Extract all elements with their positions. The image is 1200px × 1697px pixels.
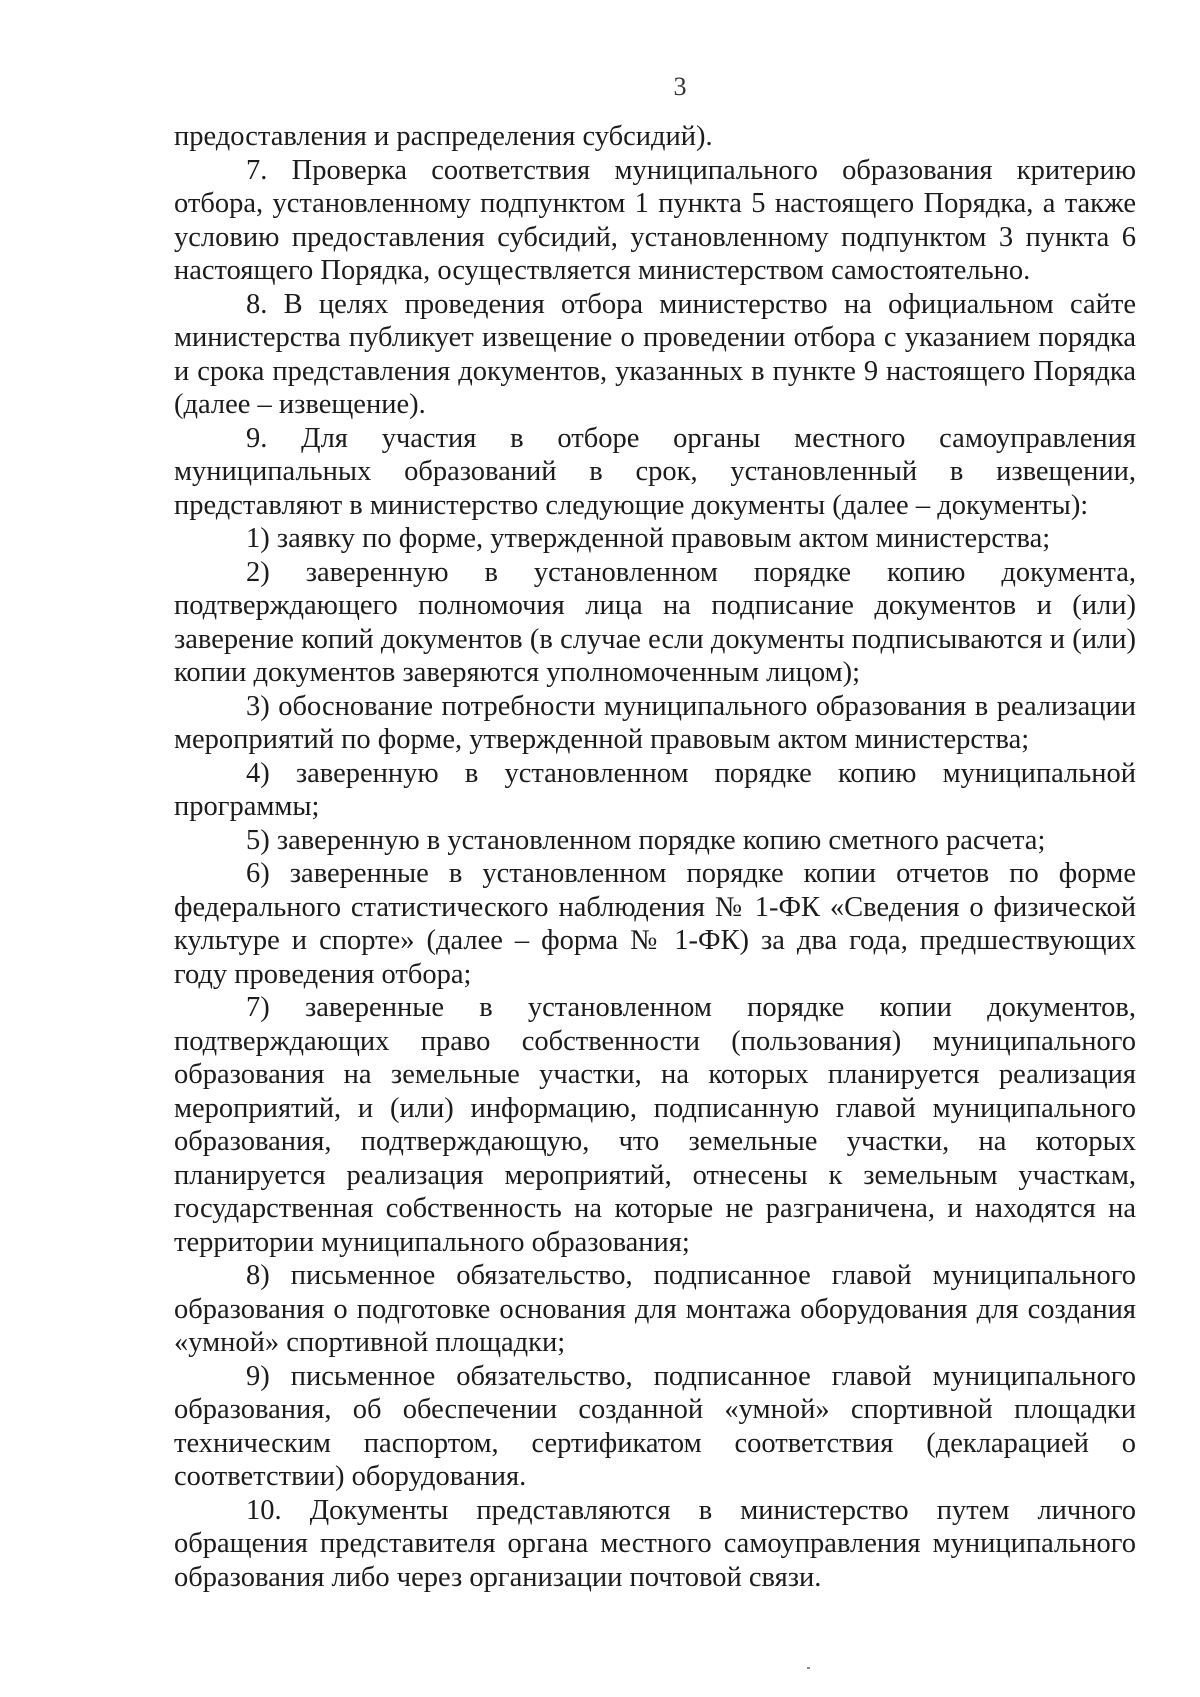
paragraph: 7) заверенные в установленном порядке копии документов, подтверждающих право собственности (пользования) муниципального образования на земельные участки, на которых планируется реализация мероприятий, и (или) информацию, подписанную главой муниципального образования, подтверждающую, что земельные участки, на которых планируется реализация мероприятий, отнесены к земельным участкам, государственная собственность на которые не разграничена, и находятся на территории муниципального образования;	[174, 992, 1136, 1258]
paragraph: 8. В целях проведения отбора министерство на официальном сайте министерства публикует извещение о проведении отбора с указанием порядка и срока представления документов, указанных в пункте 9 настоящего Порядка (далее – извещение).	[174, 288, 1136, 420]
paragraph: 6) заверенные в установленном порядке копии отчетов по форме федерального статистического наблюдения № 1-ФК «Сведения о физической культуре и спорте» (далее – форма № 1-ФК) за два года, предшествующих году проведения отбора;	[174, 858, 1136, 990]
paragraph: 10. Документы представляются в министерство путем личного обращения представителя органа местного самоуправления муниципального образования либо через организации почтовой связи.	[174, 1494, 1136, 1593]
paragraph: 9) письменное обязательство, подписанное главой муниципального образования, об обеспечении созданной «умной» спортивной площадки техническим паспортом, сертификатом соответствия (декларацией о соответствии) оборудования.	[174, 1360, 1136, 1492]
paragraph: 2) заверенную в установленном порядке копию документа, подтверждающего полномочия лица на подписание документов и (или) заверение копий документов (в случае если документы подписываются и (или) копии документов заверяются уполномоченным лицом);	[174, 556, 1136, 688]
paragraph: 8) письменное обязательство, подписанное главой муниципального образования о подготовке основания для монтажа оборудования для создания «умной» спортивной площадки;	[174, 1260, 1136, 1358]
paragraph: 3) обоснование потребности муниципального образования в реализации мероприятий по форме, утвержденной правовым актом министерства;	[174, 690, 1136, 755]
paragraph: 1) заявку по форме, утвержденной правовым актом министерства;	[246, 523, 1051, 554]
paragraph: 7. Проверка соответствия муниципального образования критерию отбора, установленному подпунктом 1 пункта 5 настоящего Порядка, а также условию предоставления субсидий, установленному подпунктом 3 пункта 6 настоящего Порядка, осуществляется министерством самостоятельно.	[174, 154, 1136, 286]
scan-speck	[807, 1667, 810, 1669]
paragraph: 4) заверенную в установленном порядке копию муниципальной программы;	[174, 757, 1136, 822]
paragraph: 9. Для участия в отборе органы местного самоуправления муниципальных образований в срок, установленный в извещении, представляют в министерство следующие документы (далее – документы):	[174, 422, 1136, 521]
page-number: 3	[673, 72, 687, 101]
paragraph: 5) заверенную в установленном порядке копию сметного расчета;	[246, 824, 1046, 856]
document-body	[174, 120, 1136, 1594]
paragraph: предоставления и распределения субсидий).	[174, 121, 713, 152]
